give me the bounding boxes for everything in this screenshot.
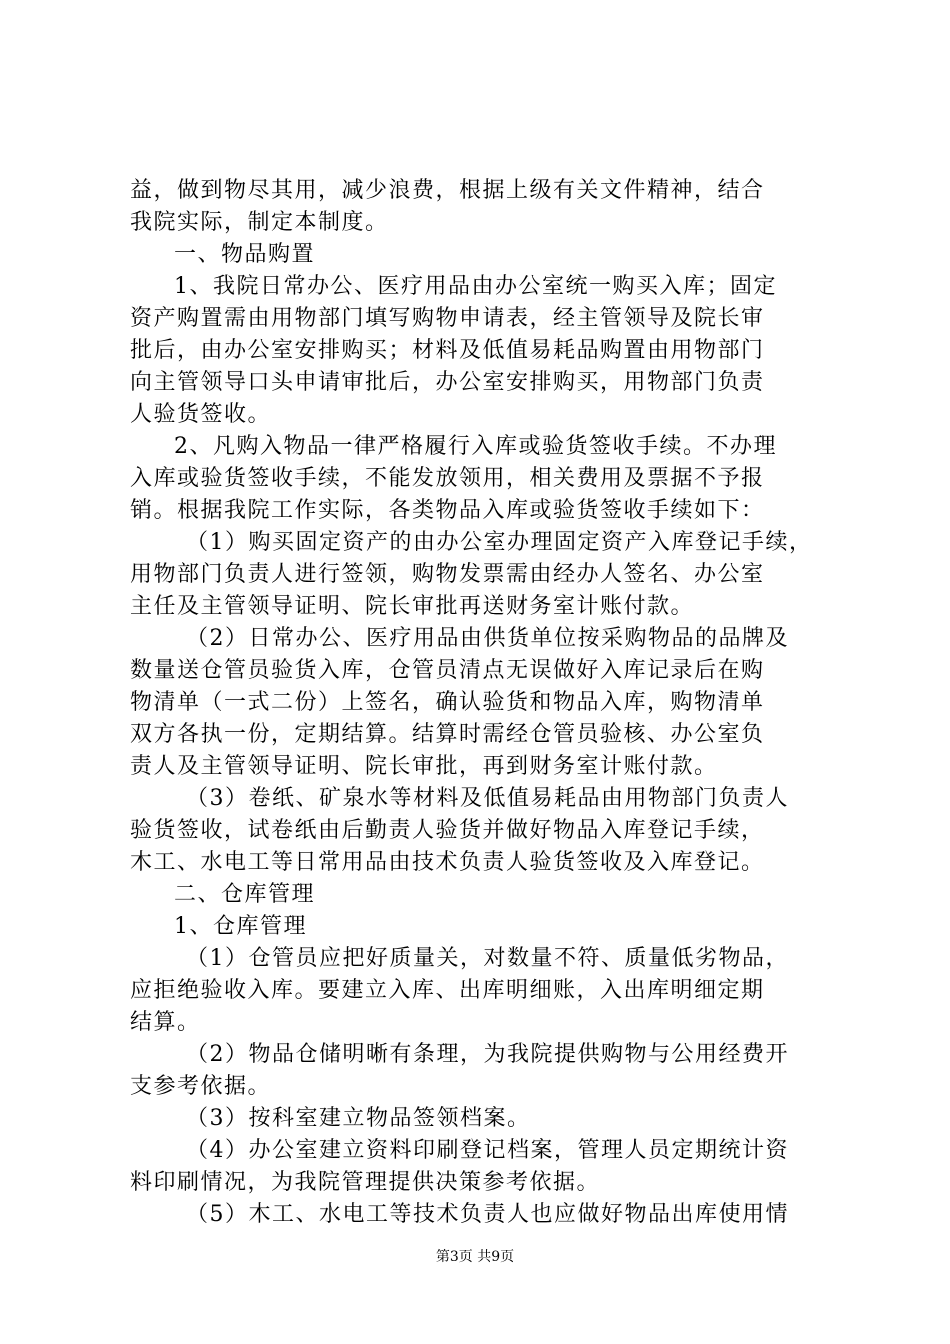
paragraph-line: 向主管领导口头申请审批后，办公室安排购买，用物部门负责 <box>130 370 765 395</box>
paragraph-line: 用物部门负责人进行签领，购物发票需由经办人签名、办公室 <box>130 562 765 587</box>
page-number: 第3页 共9页 <box>435 1249 515 1265</box>
page-footer <box>0 1248 950 1266</box>
paragraph-line: （1）仓管员应把好质量关，对数量不符、质量低劣物品， <box>186 946 789 971</box>
paragraph-line: 2、凡购入物品一律严格履行入库或验货签收手续。不办理 <box>174 434 777 459</box>
paragraph-line: 入库或验货签收手续，不能发放领用，相关费用及票据不予报 <box>130 466 765 491</box>
paragraph-line: 结算。 <box>130 1010 201 1035</box>
paragraph-line: 应拒绝验收入库。要建立入库、出库明细账，入出库明细定期 <box>130 978 765 1003</box>
paragraph-line: 验货签收，试卷纸由后勤责人验货并做好物品入库登记手续， <box>130 818 765 843</box>
paragraph-line: （2）物品仓储明晰有条理，为我院提供购物与公用经费开 <box>186 1042 789 1067</box>
paragraph-line: 批后，由办公室安排购买；材料及低值易耗品购置由用物部门 <box>130 338 765 363</box>
paragraph-line: 木工、水电工等日常用品由技术负责人验货签收及入库登记。 <box>130 850 765 875</box>
paragraph-line: （3）按科室建立物品签领档案。 <box>186 1106 531 1131</box>
paragraph-line: （1）购买固定资产的由办公室办理固定资产入库登记手续， <box>186 530 813 555</box>
subsection-heading: 1、仓库管理 <box>174 914 307 939</box>
paragraph-line: 双方各执一份，定期结算。结算时需经仓管员验核、办公室负 <box>130 722 765 747</box>
paragraph-line: （2）日常办公、医疗用品由供货单位按采购物品的品牌及 <box>186 626 789 651</box>
document-body <box>130 175 830 1231</box>
paragraph-line: 益，做到物尽其用，减少浪费，根据上级有关文件精神，结合 <box>130 178 765 203</box>
paragraph-line: 我院实际，制定本制度。 <box>130 210 389 235</box>
section-heading: 二、仓库管理 <box>174 882 316 907</box>
paragraph-line: 物清单（一式二份）上签名，确认验货和物品入库，购物清单 <box>130 690 765 715</box>
paragraph-line: 主任及主管领导证明、院长审批再送财务室计账付款。 <box>130 594 695 619</box>
paragraph-line: 支参考依据。 <box>130 1074 272 1099</box>
paragraph-line: （3）卷纸、矿泉水等材料及低值易耗品由用物部门负责人 <box>186 786 789 811</box>
paragraph-line: 销。根据我院工作实际，各类物品入库或验货签收手续如下： <box>130 498 765 523</box>
paragraph-line: 数量送仓管员验货入库，仓管员清点无误做好入库记录后在购 <box>130 658 765 683</box>
paragraph-line: 人验货签收。 <box>130 402 272 427</box>
paragraph-line: 料印刷情况，为我院管理提供决策参考依据。 <box>130 1170 601 1195</box>
paragraph-line: 1、我院日常办公、医疗用品由办公室统一购买入库；固定 <box>174 274 777 299</box>
paragraph-line: （5）木工、水电工等技术负责人也应做好物品出库使用情 <box>186 1202 789 1227</box>
paragraph-line: 责人及主管领导证明、院长审批，再到财务室计账付款。 <box>130 754 718 779</box>
paragraph-line: （4）办公室建立资料印刷登记档案，管理人员定期统计资 <box>186 1138 789 1163</box>
paragraph-line: 资产购置需由用物部门填写购物申请表，经主管领导及院长审 <box>130 306 765 331</box>
section-heading: 一、物品购置 <box>174 242 316 267</box>
